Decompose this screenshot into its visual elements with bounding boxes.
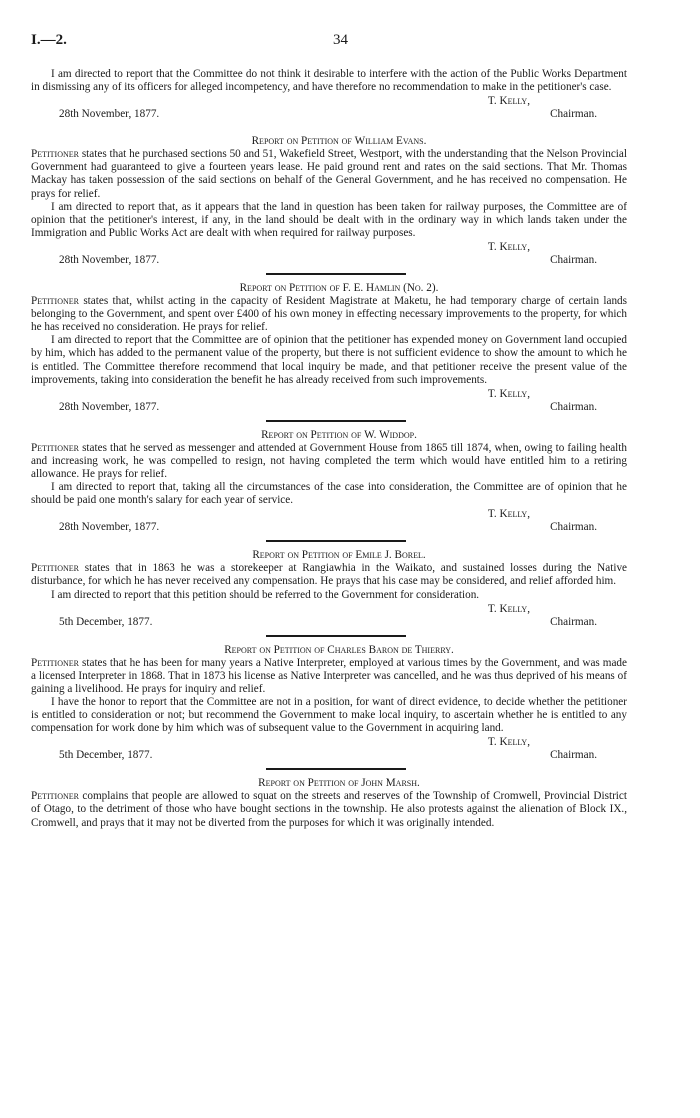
report-date: 28th November, 1877. [59,400,160,413]
signatory-name: T. Kelly, [487,508,530,521]
signatory-name: T. Kelly, [487,602,530,615]
petition-statement: Petitioner complains that people are allowed to squat on the streets and reserves of the Township of Cromwell, Provincial District of Otago, to the detriment of those who have bought sections in the township. He also protests against the alienation of Block IX., Cromwell, and prays that it may not be diverted from the purposes for which it was originally intended. [31,790,627,829]
committee-finding: I have the honor to report that the Committee are not in a position, for want of direct evidence, to decide whether the petitioner is entitled to consideration or not; but recommend the Government to make local inquiry, to ascertain whether he is entitled to any compensation for work done by him which was of subsequent value to the Government in acquiring land. [31,696,627,735]
signature-block [31,388,627,414]
petition-statement: Petitioner states that, whilst acting in the capacity of Resident Magistrate at Maketu, he had temporary charge of certain lands belonging to the Government, and spent over £400 of his own money in effecting necessary improvements to the property, for which he has received no consideration. He prays for relief. [31,295,627,334]
intro-paragraph: I am directed to report that the Committee do not think it desirable to interfere with the action of the Public Works Department in dismissing any of its officers for alleged incompetency, and have therefore no recommendation to make in the petitioner's case. [31,68,627,94]
report-date: 28th November, 1877. [59,253,160,266]
section-divider [266,273,406,275]
petition-statement: Petitioner states that he purchased sections 50 and 51, Wakefield Street, Westport, with the understanding that the Nelson Provincial Government had guaranteed to give a fourteen years lease. He paid ground rent and rates on the said sections. That Mr. Thomas Mackay has taken possession of the said sections on behalf of the General Government, and he has received no compensation. He prays for relief. [31,148,627,200]
report-heading: Report on Petition of William Evans. [251,135,427,148]
signatory-name: T. Kelly, [487,95,530,108]
signatory-title: Chairman. [550,615,597,628]
petition-statement: Petitioner states that he has been for many years a Native Interpreter, employed at various times by the Government, and was made a licensed Interpreter in 1868. That in 1873 his license as Native Interpreter was cancelled, and he was thus deprived of his means of gaining a livelihood. He prays for inquiry and relief. [31,656,627,695]
committee-finding: I am directed to report that, as it appears that the land in question has been taken for railway purposes, the Committee are of opinion that the petitioner's interest, if any, in the land should be dealt with in the ordinary way in which lands taken under the Immigration and Public Works Act are dealt with when required for railway purposes. [31,200,627,239]
signatory-name: T. Kelly, [487,736,530,749]
signatory-title: Chairman. [550,108,597,121]
report-heading: Report on Petition of F. E. Hamlin (No. 2). [239,281,439,294]
petition-statement: Petitioner states that he served as messenger and attended at Government House from 1865 till 1874, when, owing to failing health and increasing work, he was compelled to resign, not having completed the term which would have entitled him to a retiring allowance. He prays for relief. [31,441,627,480]
document-reference: I.—2. [31,32,67,48]
report-heading: Report on Petition of Emile J. Borel. [252,549,426,562]
signatory-title: Chairman. [550,749,597,762]
section-divider [266,420,406,422]
petition-statement: Petitioner states that in 1863 he was a storekeeper at Rangiawhia in the Waikato, and sustained losses during the Native disturbance, for which he has never received any compensation. He prays that his case may be considered, and relief afforded him. [31,562,627,588]
report-heading: Report on Petition of W. Widdop. [261,428,417,441]
document-body [31,68,627,830]
section-divider [266,540,406,542]
report-date: 5th December, 1877. [59,749,153,762]
section-divider [266,768,406,770]
signatory-title: Chairman. [550,253,597,266]
report-date: 28th November, 1877. [59,521,160,534]
report-heading: Report on Petition of John Marsh. [258,777,420,790]
signatory-name: T. Kelly, [487,387,530,400]
committee-finding: I am directed to report that, taking all the circumstances of the case into consideration, the Committee are of opinion that he should be paid one month's salary for each year of service. [31,481,627,507]
committee-finding: I am directed to report that the Committee are of opinion that the petitioner has expended money on Government land occupied by him, which has added to the permanent value of the property, but there is not sufficient evidence to show the amount to which he is entitled. The Committee therefore recommend that local inquiry be made, and that petitioner receive the present value of the improvements, taking into consideration the benefit he has already received from such improvements. [31,334,627,386]
committee-finding: I am directed to report that this petition should be referred to the Government for consideration. [51,588,480,601]
signature-block [31,736,627,762]
report-heading: Report on Petition of Charles Baron de Thierry. [224,643,454,656]
page-number: 34 [333,32,348,48]
signature-block [31,95,627,121]
signatory-title: Chairman. [550,400,597,413]
signature-block [31,603,627,629]
signatory-name: T. Kelly, [487,240,530,253]
signatory-title: Chairman. [550,521,597,534]
section-divider [266,635,406,637]
signature-block [31,241,627,267]
signature-block [31,508,627,534]
report-date: 5th December, 1877. [59,615,153,628]
report-date: 28th November, 1877. [59,108,160,121]
